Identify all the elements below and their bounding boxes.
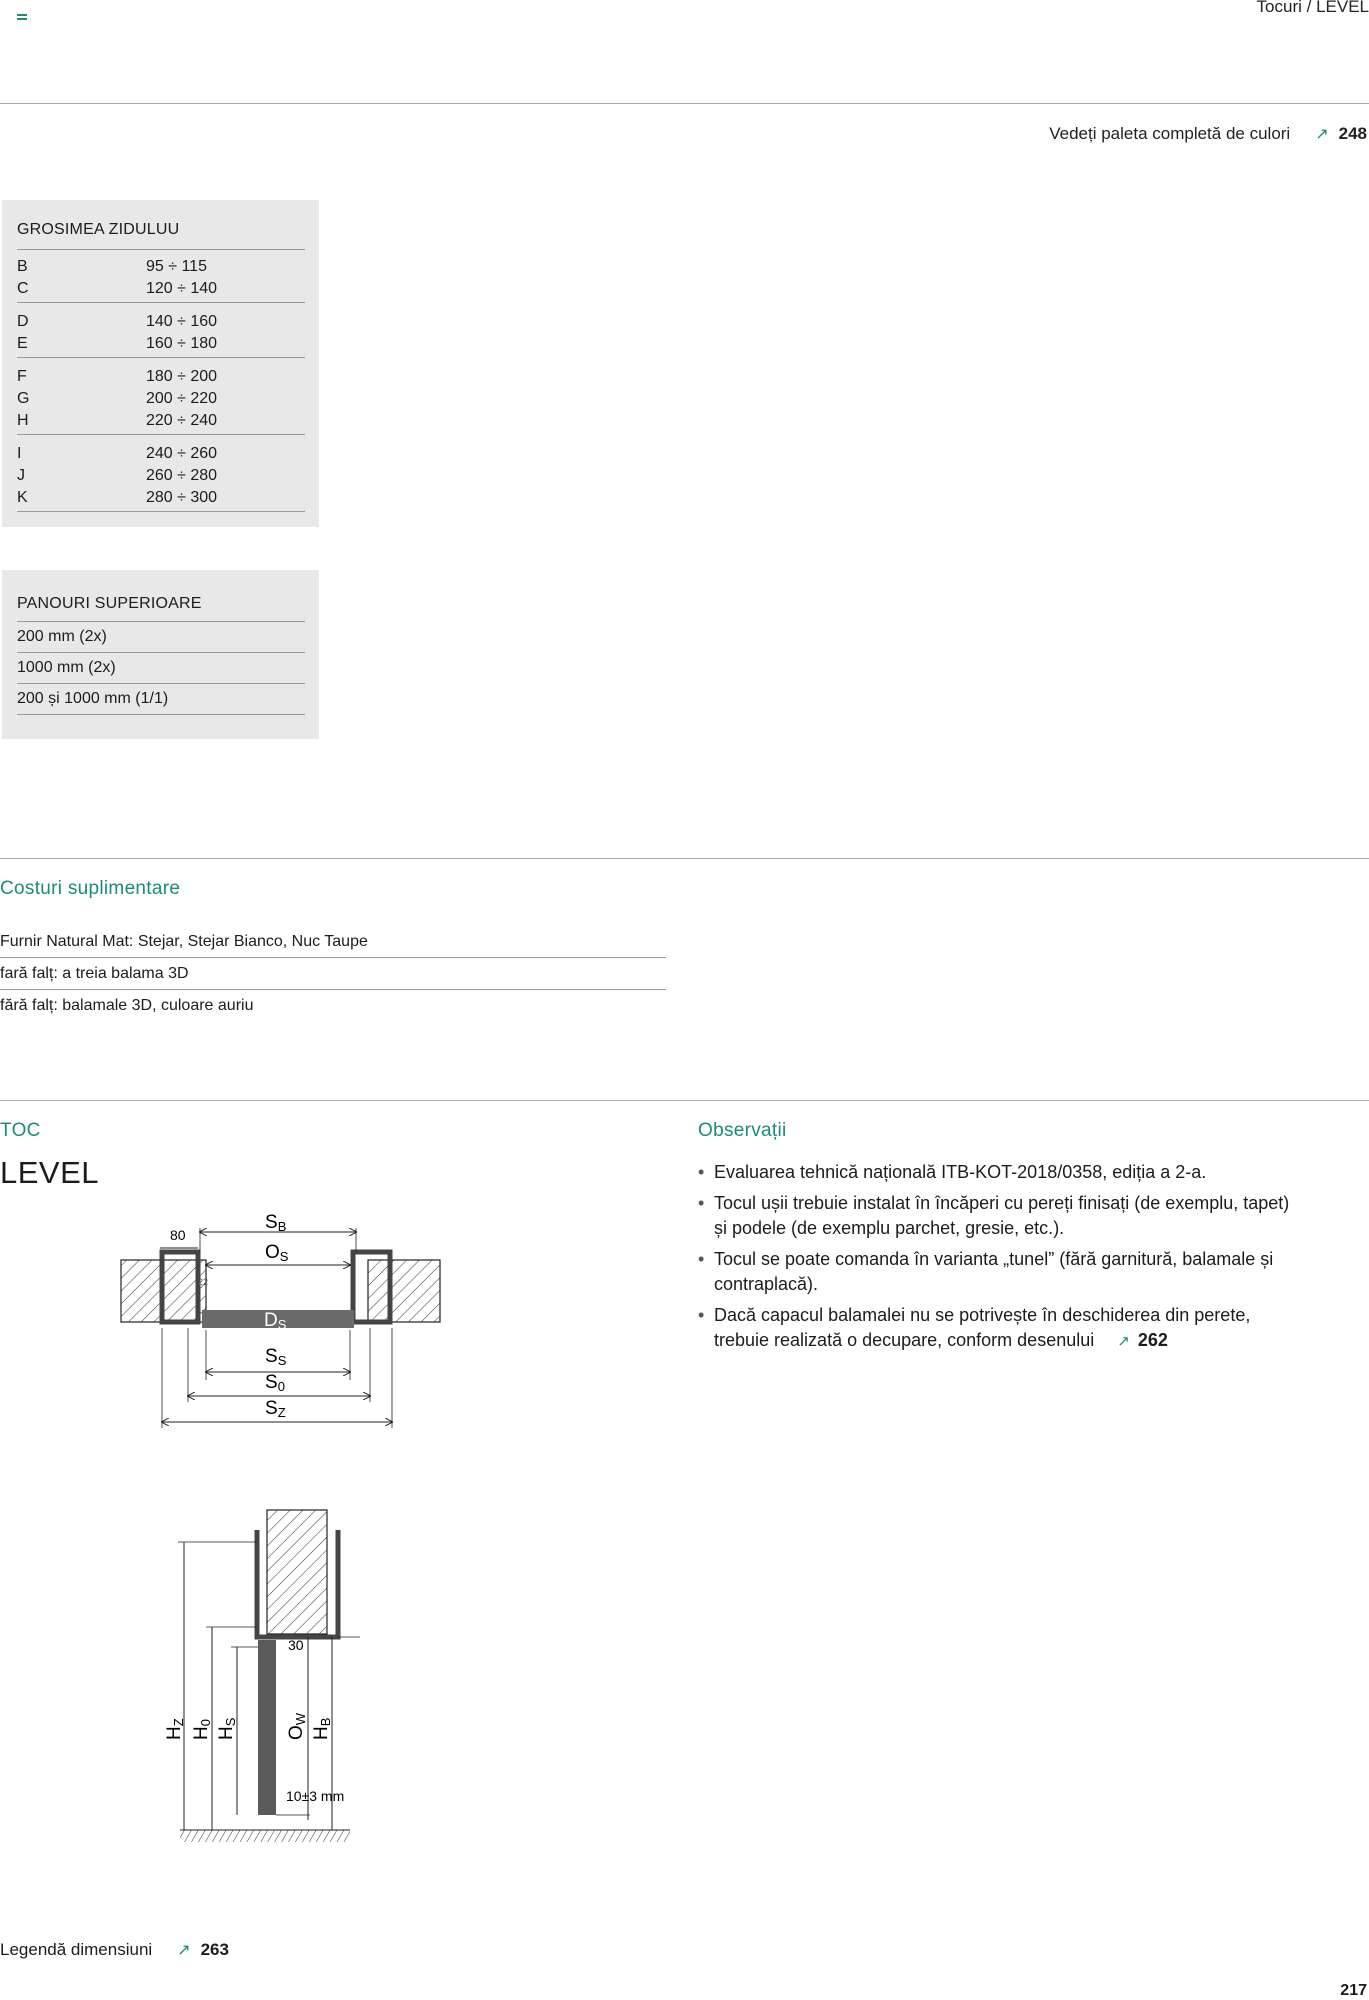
ss-label: SS bbox=[265, 1346, 287, 1368]
wall-code: K bbox=[17, 489, 28, 506]
wall-thickness-group bbox=[17, 435, 305, 512]
table-row bbox=[17, 410, 305, 432]
wall-thickness-group bbox=[17, 303, 305, 358]
breadcrumb: Tocuri / LEVEL bbox=[1256, 0, 1369, 16]
list-item: • Dacă capacul balamalei nu se potrivește în deschiderea din perete, trebuie realizată o decupare, conform desenului ↗ 262 bbox=[698, 1303, 1298, 1354]
divider bbox=[0, 103, 1369, 104]
wall-range: 280 ÷ 300 bbox=[146, 489, 218, 506]
so-label: S0 bbox=[265, 1372, 285, 1394]
color-palette-link-label: Vedeți paleta completă de culori bbox=[1049, 124, 1291, 143]
list-item: • Evaluarea tehnică națională ITB-KOT-2018/0358, ediția a 2-a. bbox=[698, 1160, 1298, 1185]
ow-label: OW bbox=[286, 1712, 308, 1740]
wall-thickness-table bbox=[17, 250, 305, 512]
ds-label: DS bbox=[264, 1310, 287, 1332]
table-row bbox=[17, 388, 305, 410]
wall-code: G bbox=[17, 390, 30, 407]
dim-80-label: 80 bbox=[170, 1227, 186, 1243]
arrow-up-right-icon: ↗ bbox=[177, 1942, 191, 1959]
list-item: fără falț: balamale 3D, culoare auriu bbox=[0, 997, 254, 1014]
wall-code: B bbox=[17, 258, 28, 275]
wall-thickness-box bbox=[2, 200, 319, 527]
brand-logo-icon bbox=[17, 14, 27, 24]
dimension-legend-link[interactable] bbox=[0, 1940, 229, 1960]
page-number: 217 bbox=[1340, 1982, 1367, 1999]
hz-label: HZ bbox=[164, 1718, 186, 1740]
wall-code: E bbox=[17, 335, 28, 352]
table-row bbox=[17, 256, 305, 278]
lintel-wall bbox=[267, 1510, 327, 1634]
divider bbox=[0, 858, 1369, 859]
wall-code: I bbox=[17, 445, 22, 462]
upper-panels-list bbox=[17, 622, 305, 715]
table-row bbox=[17, 366, 305, 388]
extra-costs-list bbox=[0, 926, 666, 1021]
upper-panels-title: PANOURI SUPERIOARE bbox=[17, 595, 202, 612]
table-row bbox=[17, 465, 305, 487]
h0-label: H0 bbox=[191, 1719, 213, 1740]
list-item: Furnir Natural Mat: Stejar, Stejar Bianco, Nuc Taupe bbox=[0, 926, 666, 958]
upper-panels-box bbox=[2, 570, 319, 739]
table-row bbox=[17, 311, 305, 333]
wall-thickness-group bbox=[17, 358, 305, 435]
drawing-page-ref: 262 bbox=[1137, 1330, 1168, 1350]
os-label: OS bbox=[265, 1242, 289, 1264]
wall-thickness-group bbox=[17, 250, 305, 303]
observations-list bbox=[698, 1160, 1298, 1360]
list-item: 1000 mm (2x) bbox=[17, 653, 305, 684]
frame-height-diagram bbox=[160, 1500, 400, 1850]
table-row bbox=[17, 443, 305, 465]
observations-title: Observații bbox=[698, 1120, 787, 1141]
wall-code: J bbox=[17, 467, 25, 484]
dimension-legend-label: Legendă dimensiuni bbox=[0, 1940, 153, 1959]
wall-range: 160 ÷ 180 bbox=[146, 335, 218, 352]
wall-thickness-title: GROSIMEA ZIDULUU bbox=[17, 221, 180, 238]
dimension-legend-page: 263 bbox=[200, 1940, 229, 1959]
list-item: 200 și 1000 mm (1/1) bbox=[17, 684, 305, 715]
right-wall bbox=[368, 1260, 440, 1322]
frame-name: LEVEL bbox=[0, 1155, 100, 1190]
wall-range: 200 ÷ 220 bbox=[146, 390, 218, 407]
hs-label: HS bbox=[216, 1717, 238, 1740]
floor bbox=[180, 1830, 350, 1842]
extra-costs-title: Costuri suplimentare bbox=[0, 878, 181, 899]
table-row bbox=[17, 278, 305, 300]
arrow-up-right-icon: ↗ bbox=[1315, 126, 1329, 143]
wall-range: 220 ÷ 240 bbox=[146, 412, 218, 429]
list-item: • Tocul se poate comanda în varianta „tunel” (fără garnitură, balamale și contraplacă). bbox=[698, 1247, 1298, 1297]
divider bbox=[0, 1100, 1369, 1101]
wall-code: C bbox=[17, 280, 29, 297]
color-palette-page-ref: 248 bbox=[1338, 124, 1367, 143]
door-leaf-side bbox=[258, 1640, 276, 1815]
wall-range: 180 ÷ 200 bbox=[146, 368, 218, 385]
wall-range: 260 ÷ 280 bbox=[146, 467, 218, 484]
arrow-up-right-icon: ↗ bbox=[1117, 1333, 1130, 1350]
list-item: • Tocul ușii trebuie instalat în încăperi cu pereți finisați (de exemplu, tapet) și podele (de exemplu parchet, gresie, etc.). bbox=[698, 1191, 1298, 1241]
wall-range: 95 ÷ 115 bbox=[146, 258, 207, 275]
color-palette-link[interactable] bbox=[1049, 124, 1367, 144]
dim-22-label: 22 bbox=[198, 1277, 209, 1287]
wall-code: F bbox=[17, 368, 27, 385]
frame-label: TOC bbox=[0, 1120, 41, 1141]
table-row bbox=[17, 333, 305, 355]
sz-label: SZ bbox=[265, 1398, 286, 1420]
dim-30-label: 30 bbox=[288, 1637, 304, 1653]
table-row bbox=[17, 487, 305, 509]
drawing-ref-link[interactable] bbox=[1117, 1330, 1168, 1350]
wall-range: 240 ÷ 260 bbox=[146, 445, 218, 462]
gap-label: 10±3 mm bbox=[286, 1788, 345, 1804]
sb-label: SB bbox=[265, 1212, 287, 1234]
wall-range: 140 ÷ 160 bbox=[146, 313, 218, 330]
list-item: fară falț: a treia balama 3D bbox=[0, 958, 666, 990]
wall-range: 120 ÷ 140 bbox=[146, 280, 218, 297]
wall-code: D bbox=[17, 313, 29, 330]
hb-label: HB bbox=[311, 1717, 333, 1740]
frame-section-diagram bbox=[110, 1200, 450, 1435]
wall-code: H bbox=[17, 412, 29, 429]
list-item: 200 mm (2x) bbox=[17, 622, 305, 653]
